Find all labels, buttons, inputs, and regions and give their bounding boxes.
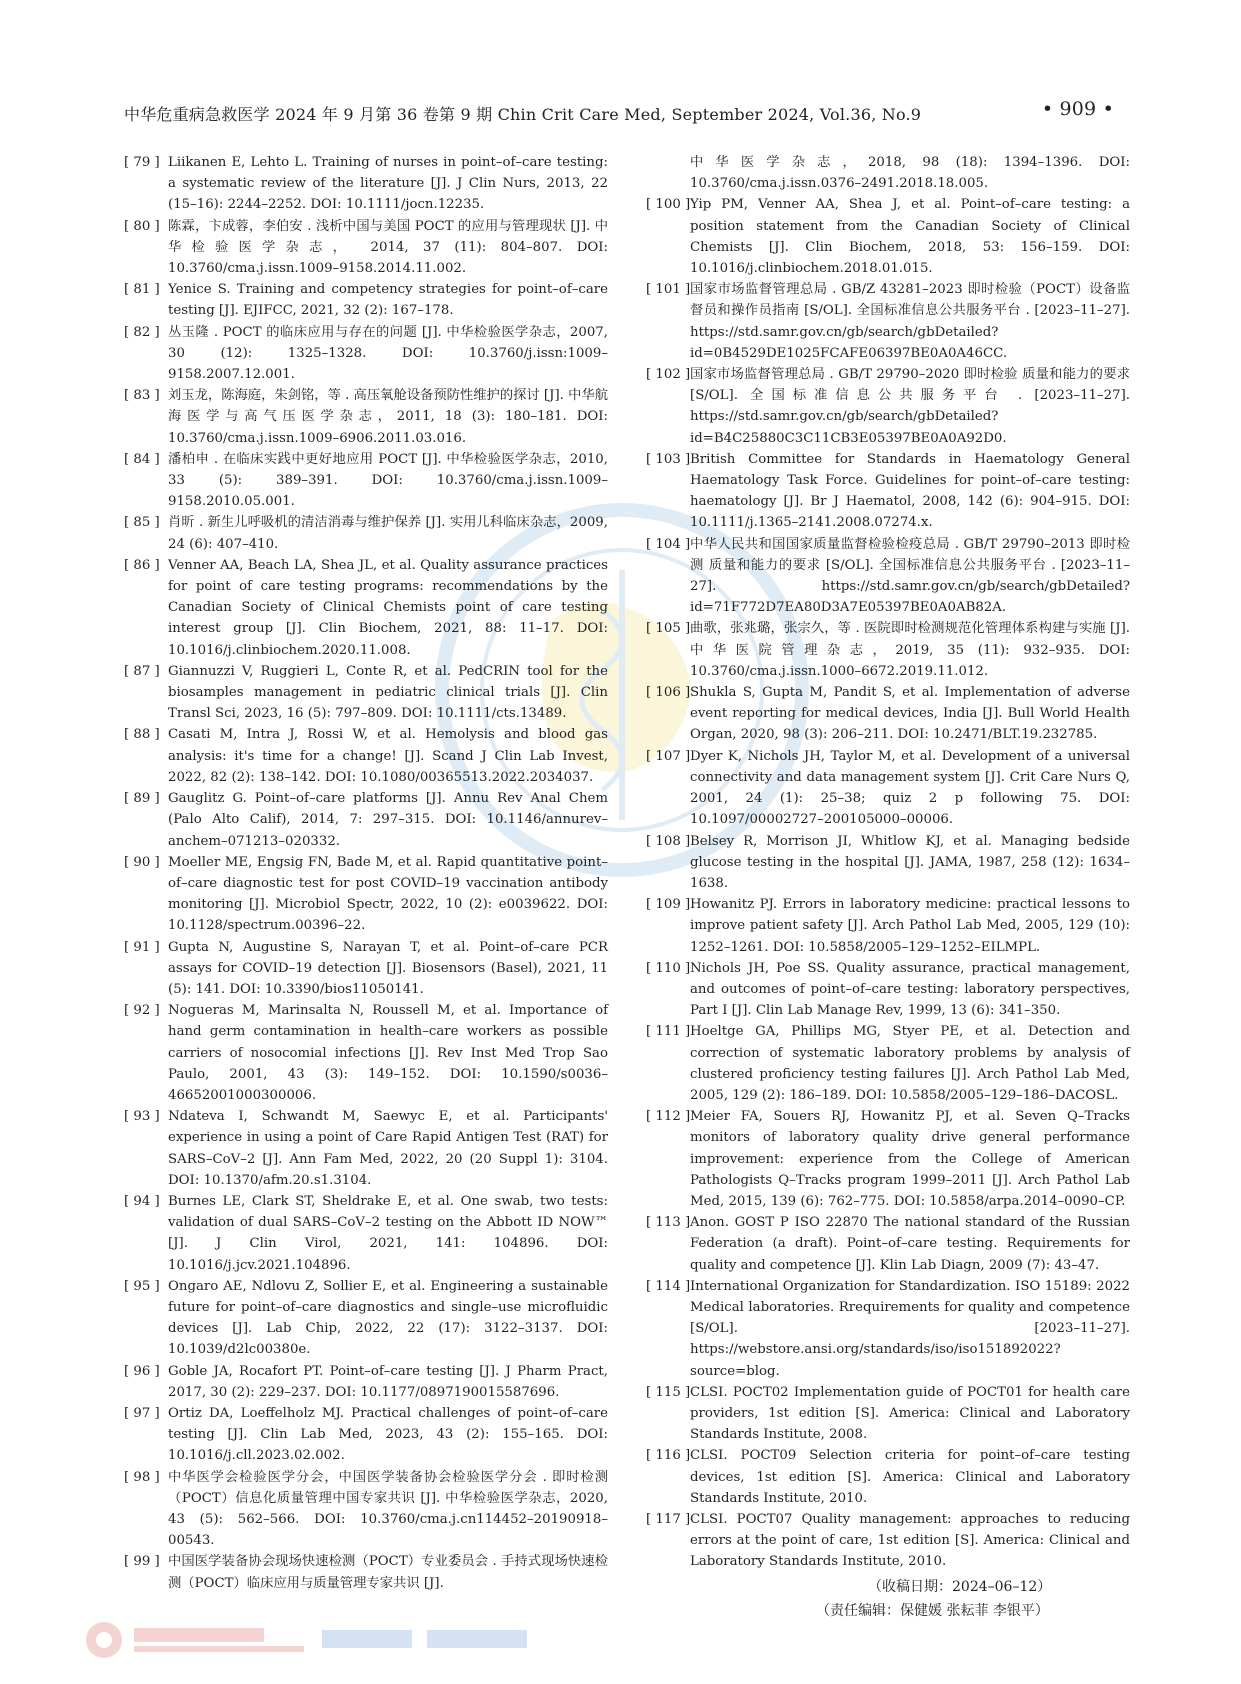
reference-number: [ 89 ]: [124, 791, 160, 807]
reference-item: [124, 279, 608, 321]
reference-text: 中华医学会检验医学分会，中国医学装备协会检验医学分会 . 即时检测（POCT）信息化质量管理中国专家共识 [J]. 中华检验医学杂志，2020, 43 (5): 562–566. DOI: 10.3760/cma.j.cn114452–20190918–00543.: [168, 1469, 608, 1549]
reference-text: Casati M, Intra J, Rossi W, et al. Hemolysis and blood gas analysis: it's time for a change! [J]. Scand J Clin Lab Invest, 2022, 82 (2): 138–142. DOI: 10.1080/00365513.2022.2034037.: [168, 727, 608, 785]
reference-text: Gauglitz G. Point–of–care platforms [J]. Annu Rev Anal Chem (Palo Alto Calif), 2014, 7: 297–315. DOI: 10.1146/annurev–anchem–071213–020332.: [168, 791, 608, 849]
reference-number: [ 95 ]: [124, 1278, 160, 1294]
reference-item: [124, 1191, 608, 1276]
reference-number: [ 115 ]: [646, 1384, 691, 1400]
reference-text: Howanitz PJ. Errors in laboratory medicine: practical lessons to improve patient safety [J]. Arch Pathol Lab Med, 2005, 129 (10): 1252–1261. DOI: 10.5858/2005–129–1252–EILMPL.: [690, 897, 1130, 955]
running-header: [124, 98, 1114, 126]
reference-number: [ 108 ]: [646, 833, 691, 849]
reference-item: [646, 279, 1130, 364]
reference-number: [ 81 ]: [124, 282, 160, 298]
reference-item: [124, 937, 608, 1001]
reference-item: [646, 194, 1130, 279]
reference-number: [ 96 ]: [124, 1363, 160, 1379]
reference-number: [ 107 ]: [646, 748, 691, 764]
reference-item: [124, 661, 608, 725]
reference-item: [124, 724, 608, 788]
reference-number: [ 86 ]: [124, 557, 160, 573]
right-column: [646, 152, 1130, 1623]
page-number: • 909 •: [1041, 98, 1114, 120]
reference-text: 陈霖，卞成蓉，李伯安 . 浅析中国与美国 POCT 的应用与管理现状 [J]. 中华检验医学杂志， 2014, 37 (11): 804–807. DOI: 10.3760/cma.j.issn.1009–9158.2014.11.002.: [168, 218, 608, 277]
reference-text: Ortiz DA, Loeffelholz MJ. Practical challenges of point–of–care testing [J]. Clin Lab Med, 2023, 43 (2): 155–165. DOI: 10.1016/j.cll.2023.02.002.: [168, 1405, 608, 1464]
reference-text: Ndateva I, Schwandt M, Saewyc E, et al. Participants' experience in using a point of Care Rapid Antigen Test (RAT) for SARS–CoV–2 [J]. Ann Fam Med, 2022, 20 (20 Suppl 1): 3104. DOI: 10.1370/afm.20.s1.3104.: [168, 1109, 608, 1188]
reference-text: 国家市场监督管理总局 . GB/T 29790–2020 即时检验 质量和能力的要求 [S/OL]. 全国标准信息公共服务平台 . [2023–11–27]. https://std.samr.gov.cn/gb/search/gbDetailed?id=B4C25880C3C11CB3E05397BE0A0A92D0.: [690, 367, 1130, 446]
reference-item: [124, 512, 608, 554]
reference-item: [124, 788, 608, 852]
reference-number: [ 112 ]: [646, 1109, 691, 1125]
reference-text: 中华人民共和国国家质量监督检验检疫总局 . GB/T 29790–2013 即时检测 质量和能力的要求 [S/OL]. 全国标准信息公共服务平台 . [2023–11–27]. https://std.samr.gov.cn/gb/search/gbDetailed?id=71F772D7EA80D3A7E05397BE0A0AB82A.: [690, 536, 1130, 616]
reference-text: Yip PM, Venner AA, Shea J, et al. Point–of–care testing: a position statement from the Canadian Society of Clinical Chemists [J]. Clin Biochem, 2018, 53: 156–159. DOI: 10.1016/j.clinbiochem.2018.01.015.: [690, 197, 1130, 277]
reference-number: [ 100 ]: [646, 197, 691, 213]
reference-item: [124, 1467, 608, 1552]
reference-item: [124, 449, 608, 513]
reference-text: CLSI. POCT09 Selection criteria for point–of–care testing devices, 1st edition [S]. America: Clinical and Laboratory Standards Institute, 2010.: [690, 1448, 1130, 1506]
reference-item: [646, 894, 1130, 958]
reference-item: [124, 1551, 608, 1593]
reference-item: [646, 831, 1130, 895]
reference-item: [124, 1276, 608, 1361]
reference-text: Nogueras M, Marinsalta N, Roussell M, et al. Importance of hand germ contamination in health–care workers as possible carriers of nosocomial infections [J]. Rev Inst Med Trop Sao Paulo, 2001, 43 (3): 149–152. DOI: 10.1590/s0036–46652001000300006.: [168, 1003, 608, 1103]
reference-text: Meier FA, Souers RJ, Howanitz PJ, et al. Seven Q–Tracks monitors of laboratory quality drive general performance improvement: experience from the College of American Pathologists Q–Tracks program 1999–2011 [J]. Arch Pathol Lab Med, 2015, 139 (6): 762–775. DOI: 10.5858/arpa.2014–0090–CP.: [690, 1109, 1130, 1209]
reference-item: [124, 1403, 608, 1467]
reference-number: [ 106 ]: [646, 685, 691, 701]
reference-item: [646, 1276, 1130, 1382]
reference-number: [ 110 ]: [646, 960, 691, 976]
reference-number: [ 117 ]: [646, 1512, 691, 1527]
reference-number: [ 83 ]: [124, 388, 160, 404]
reference-text: Giannuzzi V, Ruggieri L, Conte R, et al. PedCRIN tool for the biosamples management in pediatric clinical trials [J]. Clin Transl Sci, 2023, 16 (5): 797–809. DOI: 10.1111/cts.13489.: [168, 663, 608, 722]
reference-item: [646, 958, 1130, 1022]
reference-number: [ 103 ]: [646, 451, 691, 467]
reference-text: 肖昕 . 新生儿呼吸机的清洁消毒与维护保养 [J]. 实用儿科临床杂志，2009, 24 (6): 407–410.: [168, 515, 608, 552]
reference-item: [646, 449, 1130, 534]
responsible-editors: （责任编辑：保健媛 张耘菲 李银平）: [816, 1602, 1049, 1619]
reference-number: [ 97 ]: [124, 1405, 160, 1421]
reference-item: [646, 534, 1130, 619]
reference-text: 刘玉龙，陈海庭，朱剑铭，等 . 高压氧舱设备预防性维护的探讨 [J]. 中华航海医学与高气压医学杂志，2011, 18 (3): 180–181. DOI: 10.3760/cma.j.issn.1009–6906.2011.03.016.: [168, 388, 608, 446]
reference-number: [ 88 ]: [124, 727, 160, 743]
reference-item: [124, 852, 608, 937]
reference-text: Moeller ME, Engsig FN, Bade M, et al. Rapid quantitative point–of–care diagnostic test for post COVID–19 vaccination antibody monitoring [J]. Microbiol Spectr, 2022, 10 (2): e0039622. DOI: 10.1128/spectrum.00396–22.: [168, 854, 608, 934]
reference-number: [ 93 ]: [124, 1109, 160, 1125]
reference-item: [124, 322, 608, 386]
reference-item: [646, 618, 1130, 682]
reference-item: [646, 1021, 1130, 1106]
reference-text: 曲歌，张兆璐，张宗久，等 . 医院即时检测规范化管理体系构建与实施 [J]. 中华医院管理杂志，2019, 35 (11): 932–935. DOI: 10.3760/cma.j.issn.1000–6672.2019.11.012.: [690, 621, 1130, 679]
reference-item: [646, 1445, 1130, 1509]
reference-text: Anon. GOST P ISO 22870 The national standard of the Russian Federation (a draft). Point–of–care testing. Requirements for quality and competence [J]. Klin Lab Diagn, 2009 (7): 43–47.: [690, 1215, 1130, 1273]
reference-text: Dyer K, Nichols JH, Taylor M, et al. Development of a universal connectivity and data management system [J]. Crit Care Nurs Q, 2001, 24 (1): 25–38; quiz 2 p following 75. DOI: 10.1097/00002727–200105000–00006.: [690, 748, 1130, 828]
reference-number: [ 111 ]: [646, 1024, 691, 1040]
reference-number: [ 80 ]: [124, 218, 160, 234]
reference-text: Gupta N, Augustine S, Narayan T, et al. Point–of–care PCR assays for COVID–19 detection [J]. Biosensors (Basel), 2021, 11 (5): 141. DOI: 10.3390/bios11050141.: [168, 939, 608, 997]
reference-text: Goble JA, Rocafort PT. Point–of–care testing [J]. J Pharm Pract, 2017, 30 (2): 229–237. DOI: 10.1177/0897190015587696.: [168, 1363, 608, 1400]
reference-item: [124, 1106, 608, 1191]
reference-continuation: 中华医学杂志，2018, 98 (18): 1394–1396. DOI: 10.3760/cma.j.issn.0376–2491.2018.18.005.: [690, 155, 1130, 192]
reference-text: Liikanen E, Lehto L. Training of nurses in point–of–care testing: a systematic review of the literature [J]. J Clin Nurs, 2013, 22 (15–16): 2244–2252. DOI: 10.1111/jocn.12235.: [168, 155, 608, 213]
reference-text: 丛玉隆 . POCT 的临床应用与存在的问题 [J]. 中华检验医学杂志，2007, 30 (12): 1325–1328. DOI: 10.3760/j.issn:1009–9158.2007.12.001.: [168, 324, 608, 383]
reference-item: [646, 1509, 1130, 1573]
reference-item: [646, 1106, 1130, 1212]
reference-number: [ 94 ]: [124, 1193, 160, 1209]
reference-number: [ 82 ]: [124, 324, 160, 340]
reference-item: [646, 364, 1130, 449]
reference-text: Nichols JH, Poe SS. Quality assurance, practical management, and outcomes of point–of–care testing: laboratory perspectives, Part Ⅰ [J]. Clin Lab Manage Rev, 1999, 13 (6): 341–350.: [690, 960, 1130, 1019]
reference-number: [ 84 ]: [124, 451, 160, 467]
reference-number: [ 113 ]: [646, 1215, 691, 1231]
reference-text: British Committee for Standards in Haematology General Haematology Task Force. Guidelines for point–of–care testing: haematology [J]. Br J Haematol, 2008, 142 (6): 904–915. DOI: 10.1111/j.1365–2141.2008.07274.x.: [690, 451, 1130, 531]
reference-item: [646, 1212, 1130, 1276]
reference-number: [ 85 ]: [124, 515, 160, 531]
reference-text: International Organization for Standardization. ISO 15189: 2022 Medical laboratories. Rrequirements for quality and competence [S/OL]. [2023–11–27]. https://webstore.ansi.org/standards/iso/iso151892022?source=blog.: [690, 1278, 1130, 1379]
reference-item: [124, 385, 608, 449]
reference-item: [124, 1000, 608, 1106]
received-date: （收稿日期：2024–06–12）: [868, 1578, 1052, 1595]
reference-number: [ 104 ]: [646, 536, 691, 552]
reference-item: [124, 555, 608, 661]
reference-text: Burnes LE, Clark ST, Sheldrake E, et al. One swab, two tests: validation of dual SARS–CoV–2 testing on the Abbott ID NOW™ [J]. J Clin Virol, 2021, 141: 104896. DOI: 10.1016/j.jcv.2021.104896.: [168, 1193, 608, 1273]
reference-number: [ 99 ]: [124, 1554, 160, 1570]
publisher-logo: [82, 1618, 542, 1662]
reference-number: [ 114 ]: [646, 1278, 691, 1294]
reference-text: CLSI. POCT07 Quality management: approaches to reducing errors at the point of care, 1st edition [S]. America: Clinical and Laboratory Standards Institute, 2010.: [690, 1512, 1130, 1570]
reference-item: [646, 682, 1130, 746]
reference-text: 潘柏申 . 在临床实践中更好地应用 POCT [J]. 中华检验医学杂志，2010, 33 (5): 389–391. DOI: 10.3760/cma.j.issn.1009–9158.2010.05.001.: [168, 451, 608, 510]
article-meta: [646, 1575, 1130, 1623]
reference-number: [ 102 ]: [646, 367, 691, 383]
reference-item: [646, 1382, 1130, 1446]
reference-text: Hoeltge GA, Phillips MG, Styer PE, et al. Detection and correction of systematic laboratory problems by analysis of clustered proficiency testing failures [J]. Arch Pathol Lab Med, 2005, 129 (2): 186–189. DOI: 10.5858/2005–129–186–DACOSL.: [690, 1024, 1130, 1103]
reference-number: [ 116 ]: [646, 1448, 691, 1464]
reference-text: 中国医学装备协会现场快速检测（POCT）专业委员会 . 手持式现场快速检测（POCT）临床应用与质量管理专家共识 [J].: [168, 1554, 608, 1591]
reference-number: [ 91 ]: [124, 939, 160, 955]
reference-text: Yenice S. Training and competency strategies for point–of–care testing [J]. EJIFCC, 2021, 32 (2): 167–178.: [168, 282, 608, 319]
reference-item: [646, 746, 1130, 831]
reference-text: 国家市场监督管理总局 . GB/Z 43281–2023 即时检验（POCT）设备监督员和操作员指南 [S/OL]. 全国标准信息公共服务平台 . [2023–11–27]. https://std.samr.gov.cn/gb/search/gbDetailed?id=0B4529DE1025FCAFE06397BE0A0A46CC.: [690, 282, 1130, 361]
left-column: [124, 152, 608, 1594]
reference-text: Shukla S, Gupta M, Pandit S, et al. Implementation of adverse event reporting for medical devices, India [J]. Bull World Health Organ, 2020, 98 (3): 206–211. DOI: 10.2471/BLT.19.232785.: [690, 685, 1130, 743]
journal-citation: 中华危重病急救医学 2024 年 9 月第 36 卷第 9 期 Chin Crit Care Med, September 2024, Vol.36, No.9: [124, 105, 922, 124]
reference-number: [ 87 ]: [124, 663, 160, 679]
reference-number: [ 98 ]: [124, 1469, 160, 1485]
reference-number: [ 90 ]: [124, 854, 160, 870]
reference-number: [ 105 ]: [646, 621, 691, 637]
reference-item: [124, 1361, 608, 1403]
reference-number: [ 109 ]: [646, 897, 691, 913]
reference-item: [124, 216, 608, 280]
reference-text: Venner AA, Beach LA, Shea JL, et al. Quality assurance practices for point of care testing programs: recommendations by the Canadian Society of Clinical Chemists point of care testing interest group [J]. Clin Biochem, 2021, 88: 11–17. DOI: 10.1016/j.clinbiochem.2020.11.008.: [168, 557, 608, 658]
reference-text: Ongaro AE, Ndlovu Z, Sollier E, et al. Engineering a sustainable future for point–of–care diagnostics and single–use microfluidic devices [J]. Lab Chip, 2022, 22 (17): 3122–3137. DOI: 10.1039/d2lc00380e.: [168, 1278, 608, 1358]
reference-text: CLSI. POCT02 Implementation guide of POCT01 for health care providers, 1st edition [S]. America: Clinical and Laboratory Standards Institute, 2008.: [690, 1384, 1130, 1443]
reference-text: Belsey R, Morrison JI, Whitlow KJ, et al. Managing bedside glucose testing in the hospital [J]. JAMA, 1987, 258 (12): 1634–1638.: [690, 833, 1130, 891]
reference-number: [ 92 ]: [124, 1003, 160, 1019]
reference-item: [124, 152, 608, 216]
reference-number: [ 101 ]: [646, 282, 691, 298]
reference-number: [ 79 ]: [124, 155, 160, 170]
